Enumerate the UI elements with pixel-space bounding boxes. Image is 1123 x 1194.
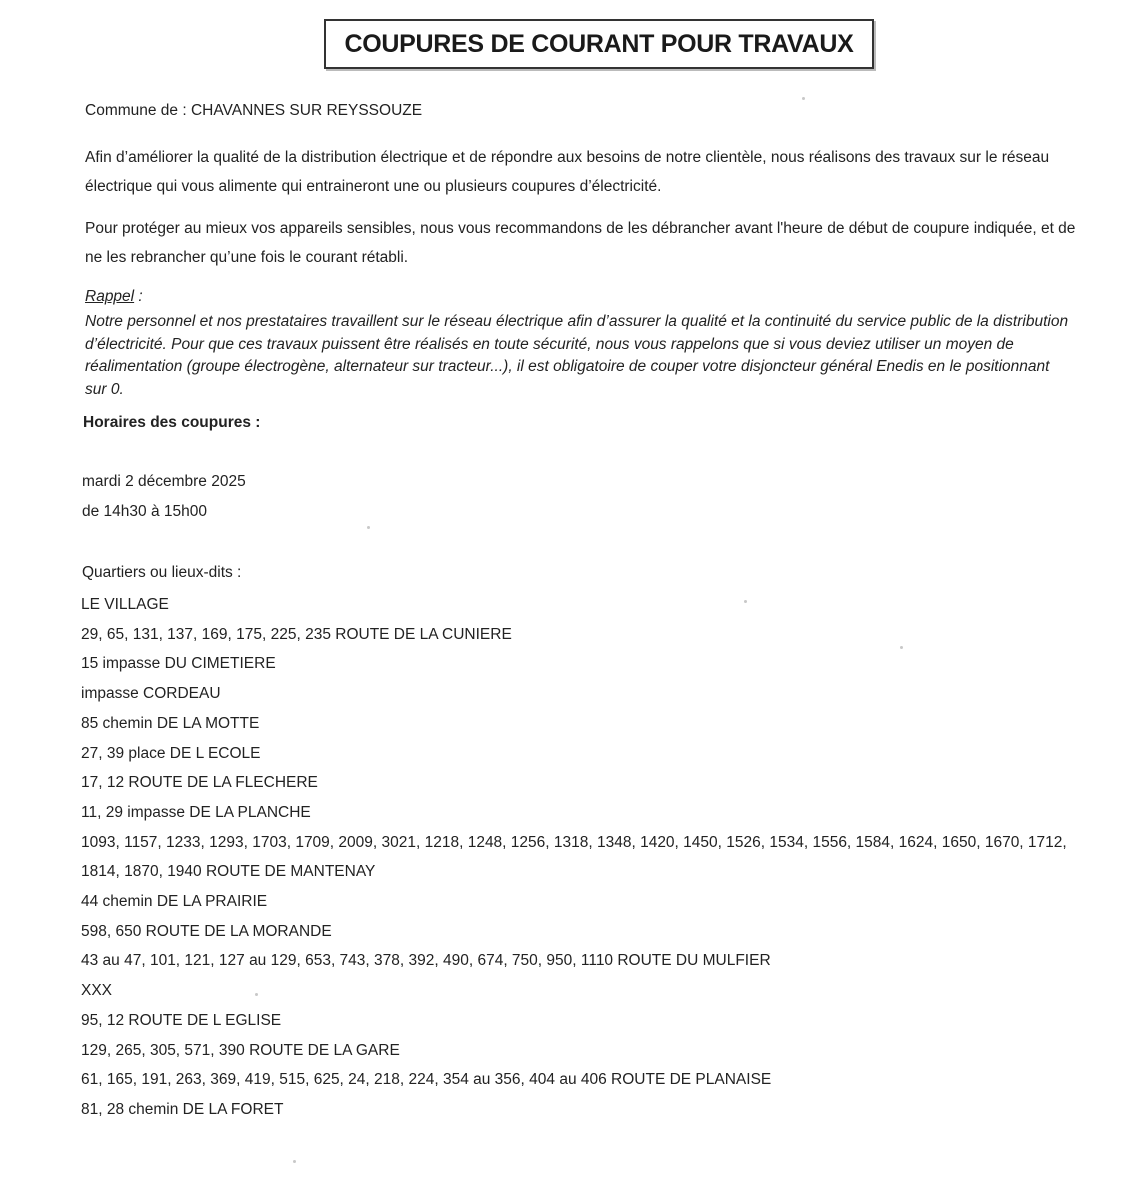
scan-speck — [744, 600, 747, 603]
list-item: 129, 265, 305, 571, 390 ROUTE DE LA GARE — [81, 1041, 400, 1059]
list-item: XXX — [81, 982, 113, 1000]
quartiers-label: Quartiers ou lieux-dits : — [82, 564, 242, 581]
title-box — [324, 19, 874, 69]
rappel-label: Rappel — [85, 288, 135, 305]
outage-date: mardi 2 décembre 2025 — [82, 473, 246, 490]
list-item: 95, 12 ROUTE DE L EGLISE — [81, 1011, 282, 1029]
list-item: 43 au 47, 101, 121, 127 au 129, 653, 743, 378, 392, 490, 674, 750, 950, 1110 ROUTE DU MULFIER — [81, 952, 771, 970]
rappel-heading — [85, 288, 143, 306]
list-item: 17, 12 ROUTE DE LA FLECHERE — [81, 774, 318, 792]
list-item: 27, 39 place DE L ECOLE — [81, 744, 261, 762]
rappel-colon: : — [134, 288, 143, 305]
scan-speck — [367, 526, 370, 529]
list-item: 598, 650 ROUTE DE LA MORANDE — [81, 922, 332, 940]
rappel-paragraph: Notre personnel et nos prestataires travaillent sur le réseau électrique afin d’assurer la qualité et la continuité du service public de la distribution d’électricité. Pour que ces travaux puissent être réalisés en toute sécurité, nous vous rappelons que si vous deviez utiliser un moyen de réalimentation (groupe électrogène, alternateur sur tracteur...), il est obligatoire de couper votre disjoncteur général Enedis en le positionnant sur 0. — [85, 313, 1069, 398]
scan-speck — [293, 1160, 296, 1163]
commune-line: Commune de : CHAVANNES SUR REYSSOUZE — [85, 102, 423, 119]
list-item: 11, 29 impasse DE LA PLANCHE — [81, 803, 311, 821]
list-item: 1093, 1157, 1233, 1293, 1703, 1709, 2009, 3021, 1218, 1248, 1256, 1318, 1348, 1420, 1450, 1526, 1534, 1556, 1584, 1624, 1650, 1670, 1712, 1814, 1870, 1940 ROUTE DE MANTENAY — [81, 833, 1067, 881]
horaires-heading: Horaires des coupures : — [83, 414, 261, 431]
scan-speck — [802, 97, 805, 100]
list-item: 44 chemin DE LA PRAIRIE — [81, 893, 268, 911]
recommendation-paragraph: Pour protéger au mieux vos appareils sensibles, nous vous recommandons de les débrancher avant l'heure de début de coupure indiquée, et de ne les rebrancher qu’une fois le courant rétabli. — [85, 220, 1076, 266]
places-list — [81, 590, 1081, 1125]
list-item: impasse CORDEAU — [81, 685, 221, 703]
list-item: 85 chemin DE LA MOTTE — [81, 714, 260, 732]
list-item: 29, 65, 131, 137, 169, 175, 225, 235 ROUTE DE LA CUNIERE — [81, 625, 512, 643]
list-item: 15 impasse DU CIMETIERE — [81, 655, 276, 673]
list-item: 61, 165, 191, 263, 369, 419, 515, 625, 24, 218, 224, 354 au 356, 404 au 406 ROUTE DE PLANAISE — [81, 1071, 772, 1089]
page-title: COUPURES DE COURANT POUR TRAVAUX — [344, 29, 854, 58]
list-item: LE VILLAGE — [81, 596, 169, 613]
intro-paragraph: Afin d’améliorer la qualité de la distribution électrique et de répondre aux besoins de notre clientèle, nous réalisons des travaux sur le réseau électrique qui vous alimente qui entraineront une ou plusieurs coupures d’électricité. — [85, 149, 1050, 195]
scan-speck — [900, 646, 903, 649]
outage-time-range: de 14h30 à 15h00 — [82, 503, 207, 520]
list-item: 81, 28 chemin DE LA FORET — [81, 1100, 284, 1118]
scan-speck — [255, 993, 258, 996]
